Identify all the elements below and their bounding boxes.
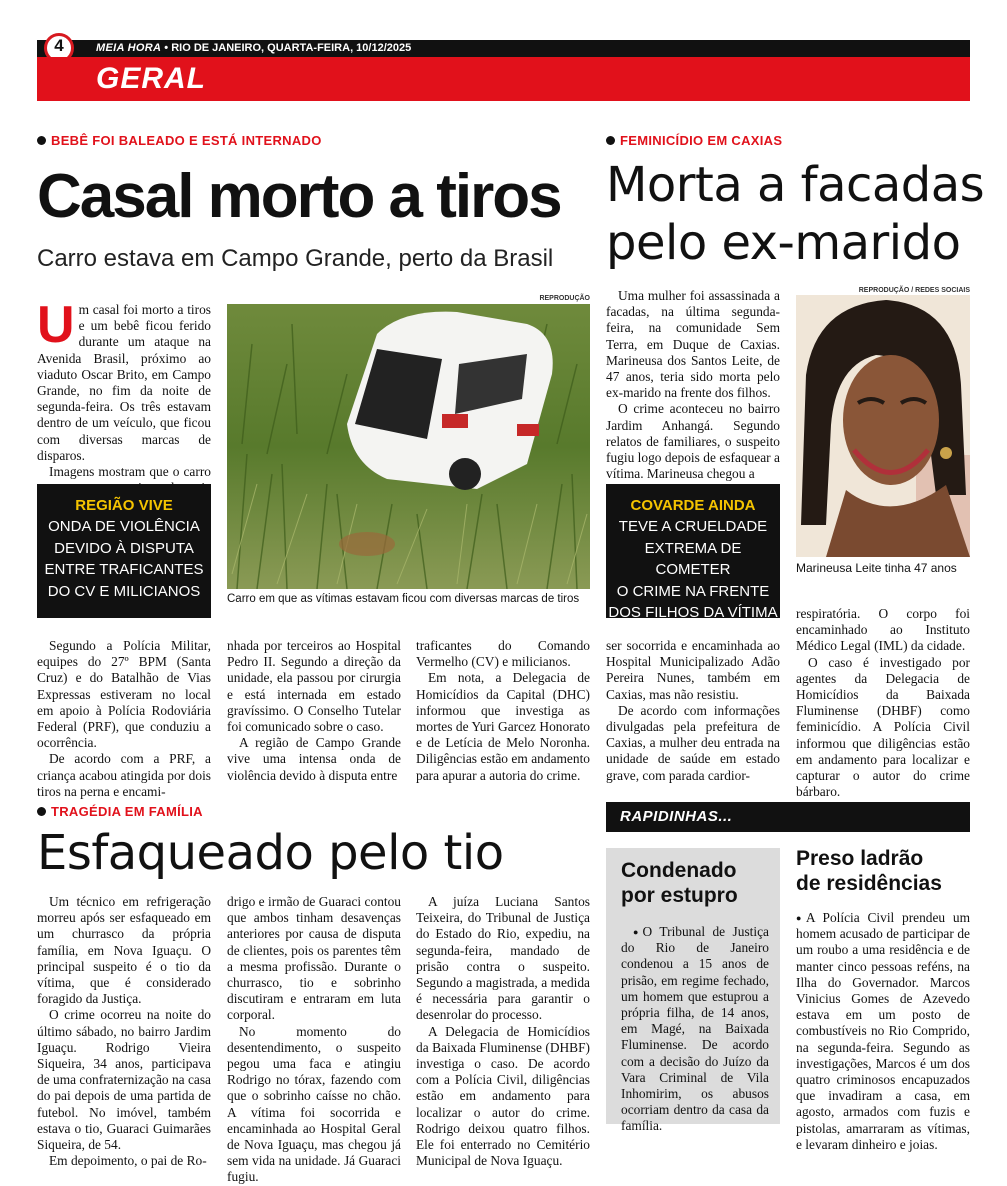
car-in-grass-image — [227, 304, 590, 589]
story1-lead: Um casal foi morto a tiros e um bebê ficou ferido durante um ataque na Avenida Brasil, próximo ao viaduto Oscar Brito, em Campo Grande, no fim da noite de segunda-feira. Os três estavam dentro de um veículo, que ficou com diversas marcas de disparos. Imagens mostram que o carro — [37, 296, 211, 480]
story3-col1: Um técnico em refrigeração morreu após ser esfaqueado em um churrasco da própria família, em Nova Iguaçu. O principal suspeito é o tio da vítima, que é considerado foragido da Justiça. O crime ocorreu na noite do último sábado, no bairro Jardim Iguaçu. Rodrigo Vieira Siqueira, 34 anos, participava de uma confraternização na casa do pai depois de uma partida de futebol. No imóvel, também estava o tio, Guaraci Guimarães Siqueira, de 54. Em depoimento, o pai de Ro- — [37, 894, 211, 1169]
date-text: • RIO DE JANEIRO, QUARTA-FEIRA, 10/12/2025 — [161, 42, 412, 54]
pull-quote-title: COVARDE AINDA — [630, 497, 756, 514]
pull-quote-box — [606, 484, 780, 621]
story1-col1: Segundo a Polícia Militar, equipes do 27º BPM (Santa Cruz) e do Batalhão de Vias Expressas estiveram no local em apoio à Polícia Rodoviária Federal (PRF), que conduziu a ocorrência. De acordo com a PRF, a criança acabou atingida por dois tiros na perna e encami- — [37, 638, 211, 799]
story2-kicker: FEMINICÍDIO EM CAXIAS — [606, 133, 782, 148]
pull-quote-line: ONDA DE VIOLÊNCIA — [48, 518, 200, 535]
pull-quote-line: DEVIDO À DISPUTA — [54, 539, 194, 557]
bullet-icon — [37, 807, 46, 816]
pull-quote-line: EXTREMA DE COMETER — [644, 539, 742, 578]
photo-credit: REPRODUÇÃO — [539, 295, 590, 302]
pull-quote-line: ENTRE TRAFICANTES — [44, 561, 204, 578]
pull-quote-line: O CRIME NA FRENTE — [616, 582, 770, 600]
photo-caption: Carro em que as vítimas estavam ficou com diversas marcas de tiros — [227, 593, 580, 605]
story3-kicker: TRAGÉDIA EM FAMÍLIA — [37, 804, 203, 819]
story3-col2: drigo e irmão de Guaraci contou que ambos tinham desavenças anteriores por causa de disputa de clientes, pois os parentes têm a mesma profissão. Durante o churrasco, tio e sobrinho discutiram e entraram em luta corporal. No momento do desentendimento, o suspeito pegou uma faca e atingiu Rodrigo no tórax, fazendo com que o sobrinho caísse no chão. A vítima foi socorrida e encaminhada ao Hospital Geral de Nova Iguaçu, mas chegou já sem vida na unidade. Já Guaraci fugiu. — [227, 894, 401, 1185]
pull-quote-box — [37, 484, 211, 618]
brief2-body: ● A Polícia Civil prendeu um homem acusado de participar de um roubo a uma residência e de manter cinco pessoas reféns, na Ilha do Governador. Marcos Vinicius Gomes de Azevedo estava em um posto de combustíveis no Rio Comprido, na segunda-feira. Segundo as investigações, Marcos é um dos quatro criminosos encapuzados que invadiram a casa, em agosto, armados com fuzis e pistolas, amarraram as vítimas, e levaram dinheiro e joias. — [796, 910, 970, 1153]
pull-quote-line: DOS FILHOS DA VÍTIMA — [608, 604, 778, 621]
pull-quote-line: TEVE A CRUELDADE — [618, 518, 768, 535]
pull-quote-title: REGIÃO VIVE — [75, 497, 173, 514]
story1-col3: traficantes do Comando Vermelho (CV) e milicianos. Em nota, a Delegacia de Homicídios da Capital (DHC) informou que investiga as mortes de Yuri Garcez Honorato e de Letícia de Melo Noronha. Diligências estão em andamento para apurar a autoria do crime. — [416, 638, 590, 783]
drop-cap: U — [37, 296, 75, 354]
white-car — [347, 312, 553, 490]
brief2-headline: Preso ladrão de residências — [796, 847, 942, 895]
story3-col3: A juíza Luciana Santos Teixeira, do Tribunal de Justiça do Estado do Rio, expediu, na segunda-feira, mandado de prisão contra o suspeito. Segundo a magistrada, a medida é necessária para garantir o desenrolar do processo. A Delegacia de Homicídios da Baixada Fluminense (DHBF) investiga o caso. De acordo com a Polícia Civil, diligências estão em andamento para localizar o autor do crime. Rodrigo deixou quatro filhos. Ele foi enterrado no Cemitério Municipal de Nova Iguaçu. — [416, 894, 590, 1169]
victim-photo — [796, 295, 970, 557]
photo-credit: REPRODUÇÃO / REDES SOCIAIS — [858, 287, 970, 294]
story2-lead: Uma mulher foi assassinada a facadas, na última segunda-feira, na comunidade Sem Terra, em Duque de Caxias. Marineusa dos Santos Leite, de 47 anos, teria sido morta pelo ex-marido na frente dos filhos. O crime aconteceu no bairro Jardim Anhangá. Segundo relatos de familiares, o suspeito fugiu logo depois de esfaquear a vítima. Marineusa chegou a — [606, 288, 780, 482]
story2-headline: Morta a facadas pelo ex-marido — [606, 157, 985, 271]
brief1-body: ● O Tribunal de Justiça do Rio de Janeiro condenou a 15 anos de prisão, em regime fechado, um homem que estuprou a própria filha, de 14 anos, em Magé, na Baixada Fluminense. De acordo com a decisão do Juízo da Vara Criminal de Vila Inhomirim, os abusos ocorriam dentro da casa da família. — [621, 924, 769, 1135]
story1-headline: Casal morto a tiros — [37, 162, 561, 231]
story2-col1: ser socorrida e encaminhada ao Hospital Municipalizado Adão Pereira Nunes, também em Caxias, mas não resistiu. De acordo com informações divulgadas pela prefeitura de Caxias, a mulher deu entrada na unidade de saúde em estado grave, com parada cardior- — [606, 638, 780, 783]
woman-portrait-image — [796, 295, 970, 557]
bullet-icon — [606, 136, 615, 145]
bullet-icon — [37, 136, 46, 145]
story1-subhead: Carro estava em Campo Grande, perto da Brasil — [37, 245, 554, 272]
newspaper-name: MEIA HORA — [96, 42, 162, 54]
pull-quote-line: DO CV E MILICIANOS — [47, 582, 201, 600]
story3-headline: Esfaqueado pelo tio — [37, 825, 504, 881]
story1-col2: nhada por terceiros ao Hospital Pedro II. Segundo a direção da unidade, ela passou por cirurgia e está internada em estado gravíssimo. O Conselho Tutelar foi comunicado sobre o caso. A região de Campo Grande vive uma intensa onda de violência devido à disputa entre — [227, 638, 401, 783]
photo-caption: Marineusa Leite tinha 47 anos — [796, 561, 957, 575]
story1-kicker: BEBÊ FOI BALEADO E ESTÁ INTERNADO — [37, 133, 322, 148]
rapidinhas-title: RAPIDINHAS... — [620, 808, 733, 825]
section-title: GERAL — [96, 62, 206, 95]
story2-col2: respiratória. O corpo foi encaminhado ao Instituto Médico Legal (IML) da cidade. O caso é investigado por agentes da Delegacia de Homicídios da Baixada Fluminense (DHBF) como feminicídio. A Polícia Civil informou que diligências estão em andamento para localizar e capturar o autor do crime bárbaro. — [796, 606, 970, 800]
dateline — [96, 41, 411, 56]
brief1-headline: Condenado por estupro — [621, 859, 738, 907]
car-photo — [227, 304, 590, 589]
page-number: 4 — [44, 33, 74, 63]
